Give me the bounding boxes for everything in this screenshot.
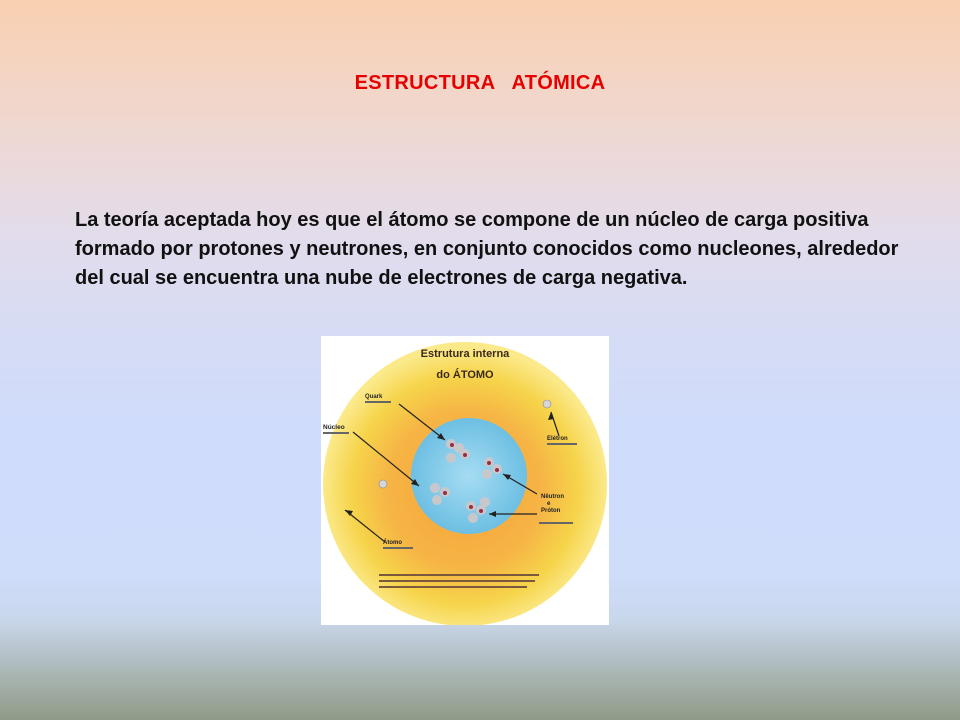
caption-line: [379, 586, 527, 588]
label-eletron-subtext: [547, 443, 577, 445]
nucleon-particle: [482, 469, 492, 479]
nucleon-particle: [430, 483, 440, 493]
label-eletron: Elétron: [547, 436, 568, 442]
nucleon-particle: [468, 513, 478, 523]
label-atomo-subtext: [383, 547, 413, 549]
label-quark: Quark: [365, 394, 383, 400]
atom-structure-figure: [321, 336, 609, 625]
nucleon-particle: [432, 495, 442, 505]
label-nucleo: Núcleo: [323, 424, 345, 431]
figure-title-line1: Estrutura interna: [420, 348, 510, 360]
particle-core: [443, 491, 447, 495]
particle-core: [487, 461, 491, 465]
figure-title-line2: do ÁTOMO: [436, 369, 494, 381]
particle-core: [469, 505, 473, 509]
particle-core: [495, 468, 499, 472]
label-atomo: Átomo: [383, 540, 402, 546]
body-paragraph: La teoría aceptada hoy es que el átomo se compone de un núcleo de carga positiva formado por protones y neutrones, en conjunto conocidos como nucleones, alrededor del cual se encuentra una nube de electrones de carga negativa.: [75, 209, 899, 289]
label-neutron: Nêutron: [541, 494, 564, 500]
slide-title: ESTRUCTURA ATÓMICA: [354, 72, 606, 94]
label-e: e: [547, 501, 551, 507]
particle-core: [479, 509, 483, 513]
nucleon-particle: [480, 497, 490, 507]
caption-line: [379, 574, 539, 576]
particle-core: [463, 453, 467, 457]
electron-particle: [543, 400, 551, 408]
label-proton: Próton: [541, 508, 561, 514]
electron-particle: [379, 480, 387, 488]
label-proton-subtext: [539, 522, 573, 524]
nucleon-particle: [446, 453, 456, 463]
particle-core: [450, 443, 454, 447]
caption-line: [379, 580, 535, 582]
label-nucleo-subtext: [323, 432, 349, 434]
label-quark-subtext: [365, 401, 391, 403]
